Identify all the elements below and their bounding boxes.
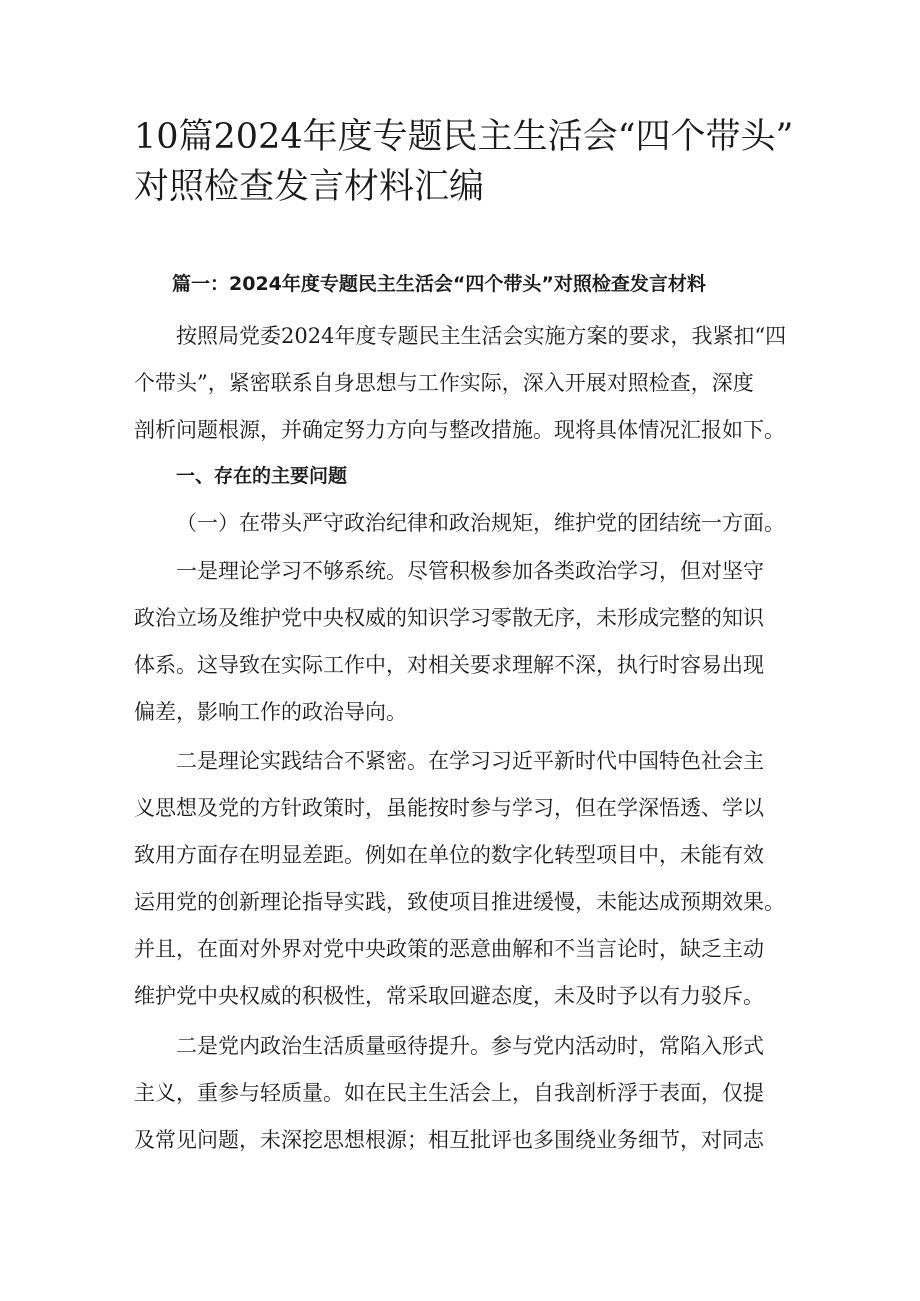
- sub-heading: （一）在带头严守政治纪律和政治规矩，维护党的团结统一方面。: [176, 511, 785, 535]
- paragraph-3-line-1: 二是党内政治生活质量亟待提升。参与党内活动时，常陷入形式: [176, 1034, 764, 1058]
- paragraph-2-line-4: 运用党的创新理论指导实践，致使项目推进缓慢，未能达成预期效果。: [134, 890, 785, 914]
- paragraph-2-line-1: 二是理论实践结合不紧密。在学习习近平新时代中国特色社会主: [176, 749, 764, 773]
- paragraph-3: [134, 1023, 794, 1164]
- paragraph-3-line-2: 主义，重参与轻质量。如在民主生活会上，自我剖析浮于表面，仅提: [134, 1081, 764, 1105]
- intro-line-3: 剖析问题根源，并确定努力方向与整改措施。现将具体情况汇报如下。: [134, 418, 785, 442]
- paragraph-1: [134, 548, 794, 736]
- title-line-1: 10篇2024年度专题民主生活会“四个带头”: [134, 117, 794, 157]
- paragraph-2-line-5: 并且，在面对外界对党中央政策的恶意曲解和不当言论时，缺乏主动: [134, 937, 764, 961]
- paragraph-2-line-6: 维护党中央权威的积极性，常采取回避态度，未及时予以有力驳斥。: [134, 984, 764, 1008]
- paragraph-2-line-3: 致用方面存在明显差距。例如在单位的数字化转型项目中，未能有效: [134, 843, 764, 867]
- paragraph-2: [134, 738, 794, 1020]
- part-heading: 一、存在的主要问题: [176, 465, 348, 487]
- paragraph-3-line-3: 及常见问题，未深挖思想根源；相互批评也多围绕业务细节，对同志: [134, 1128, 764, 1152]
- paragraph-2-line-2: 义思想及党的方针政策时，虽能按时参与学习，但在学深悟透、学以: [134, 796, 764, 820]
- intro-line-1: 按照局党委2024年度专题民主生活会实施方案的要求，我紧扣“四: [176, 324, 787, 348]
- document-title: [134, 112, 834, 212]
- intro-line-2: 个带头”，紧密联系自身思想与工作实际，深入开展对照检查，深度: [134, 371, 754, 395]
- paragraph-1-line-2: 政治立场及维护党中央权威的知识学习零散无序，未形成完整的知识: [134, 606, 764, 630]
- section-heading: 篇一：2024年度专题民主生活会“四个带头”对照检查发言材料: [172, 273, 706, 295]
- paragraph-1-line-3: 体系。这导致在实际工作中，对相关要求理解不深，执行时容易出现: [134, 653, 764, 677]
- paragraph-1-line-1: 一是理论学习不够系统。尽管积极参加各类政治学习，但对坚守: [176, 559, 764, 583]
- sub-heading-paragraph: [134, 500, 794, 547]
- title-line-2: 对照检查发言材料汇编: [134, 167, 485, 207]
- paragraph-1-line-4: 偏差，影响工作的政治导向。: [134, 700, 407, 724]
- intro-paragraph: [134, 313, 794, 454]
